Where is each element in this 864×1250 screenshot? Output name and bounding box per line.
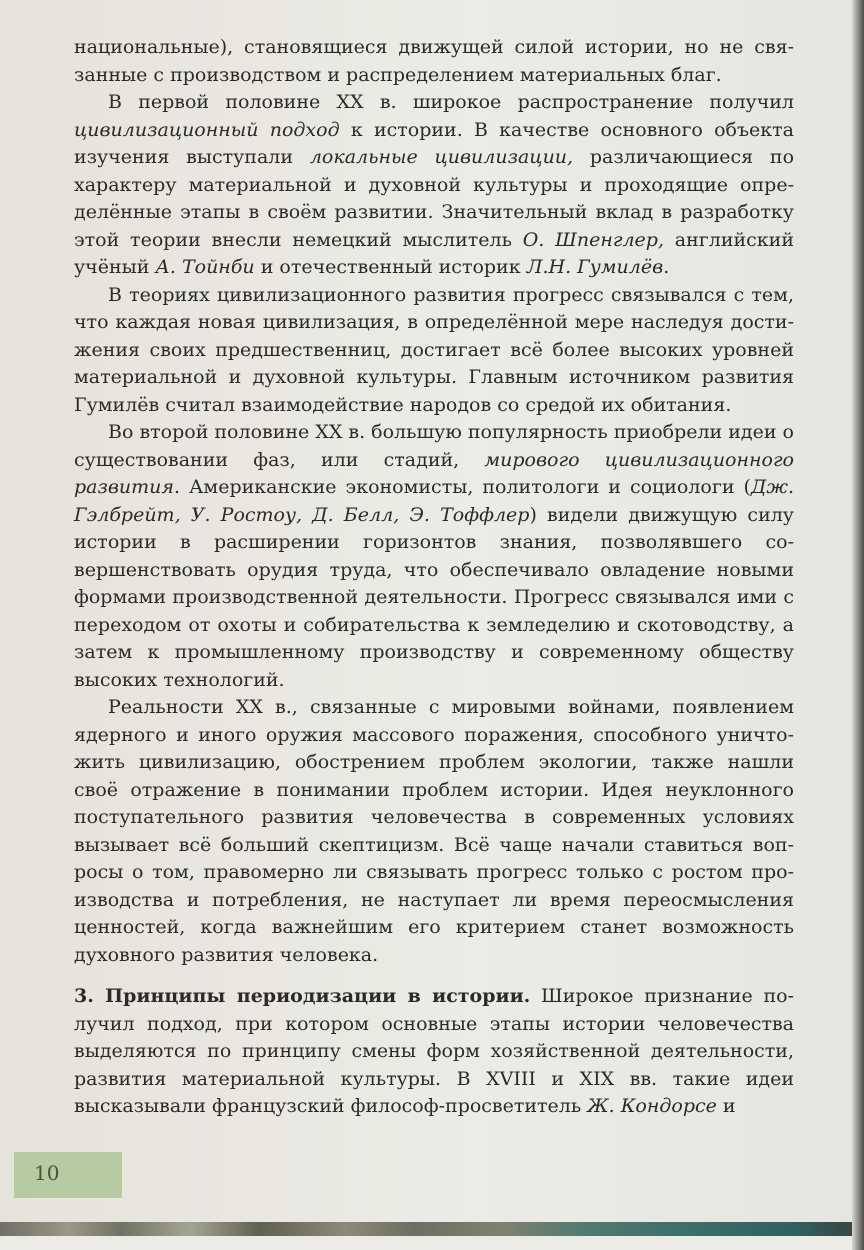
paragraph-text: . Американские экономисты, политологи и социологи (: [173, 476, 751, 498]
paragraph-text: к истории. В качестве основного объекта изучения выступали: [74, 118, 794, 168]
section-heading: 3. Принципы периодизации в истории.: [74, 985, 531, 1007]
paragraph-text: английский учёный: [74, 228, 794, 278]
paragraph-xx-century-realities: [74, 694, 794, 969]
italic-term: мирового цивилизационного развития: [74, 448, 794, 498]
paragraph-text: национальные), становящиеся движущей силой истории, но не связанные с производством и распределением материальных благ.: [74, 36, 794, 86]
paragraph-text: В первой половине XX в. широкое распространение получил: [108, 91, 794, 113]
bottom-margin: [0, 1236, 864, 1250]
paragraph-text: Широкое признание получил подход, при котором основные этапы истории человечества выделяются по принципу смены форм хозяйственной деятельности, развития материальной культуры. В XVIII и XIX вв. такие идеи высказывали французский философ-просветитель: [74, 985, 794, 1117]
paragraph-text: и отечественный историк: [254, 256, 527, 278]
italic-name: Ж. Кондорсе: [587, 1095, 717, 1117]
italic-name: О. Шпенглер,: [522, 228, 664, 251]
page-number-tab: [14, 1152, 122, 1198]
paragraph-text: Во второй половине XX в. большую популярность приобрели идеи о существовании фаз, или стадий,: [74, 421, 794, 471]
paragraph-progress-theories: [74, 282, 794, 420]
paragraph-text: В теориях цивилизационного развития прогресс связывался с тем, что каждая новая цивилизация, в определённой мере наследуя достижения своих предшественниц, достигает всё более высоких уровней материальной и духовной культуры. Главным источником развития Гумилёв считал взаимодействие народов со средой их обитания.: [74, 283, 794, 416]
decorative-bottom-strip: [0, 1222, 864, 1236]
italic-name: А. Тойнби: [155, 256, 255, 278]
italic-term: цивилизационный подход: [74, 118, 340, 141]
paragraph-text: Реальности XX в., связанные с мировыми войнами, появлением ядерного и иного оружия массового поражения, способного уничтожить цивилизацию, обострением проблем экологии, также нашли своё отражение в понимании проблем истории. Идея неуклонного поступательного развития человечества в современных условиях вызывает всё больший скептицизм. Всё чаще начали ставиться вопросы о том, правомерно ли связывать прогресс только с ростом производства и потребления, не наступает ли время переосмысления ценностей, когда важнейшим его критерием станет возможность духовного развития человека.: [74, 696, 794, 966]
italic-name: Л.Н. Гумилёв: [526, 256, 664, 278]
italic-term: локальные цивилизации,: [309, 146, 574, 168]
paragraph-text: ) видели движущую силу истории в расширении горизонтов знания, позволявшего совершенствовать орудия труда, что обеспечивало овладение новыми формами производственной деятельности. Прогресс связывался ими с переходом от охоты и собирательства к земледелию и скотоводству, а затем к промышленному производству и современному обществу высоких технологий.: [74, 503, 794, 691]
paragraph-text: различающиеся по характеру материальной и духовной культуры и проходящие определённые этапы в своём развитии. Значительный вклад в разработку этой теории внесли немецкий мыслитель: [74, 146, 795, 251]
italic-names: Дж. Гэлбрейт, У. Ростоу, Д. Белл, Э. Тоффлер: [74, 476, 794, 526]
page-number: 10: [34, 1161, 60, 1185]
paragraph-civilizational-approach: [74, 89, 794, 282]
paragraph-world-development: [74, 419, 794, 694]
paragraph-periodization: [74, 983, 794, 1121]
paragraph-text: .: [663, 256, 670, 278]
body-text: [74, 34, 794, 1121]
paragraph-text: и: [716, 1095, 736, 1117]
page-edge-shadow: [852, 0, 864, 1250]
paragraph-continuation: [74, 34, 794, 89]
